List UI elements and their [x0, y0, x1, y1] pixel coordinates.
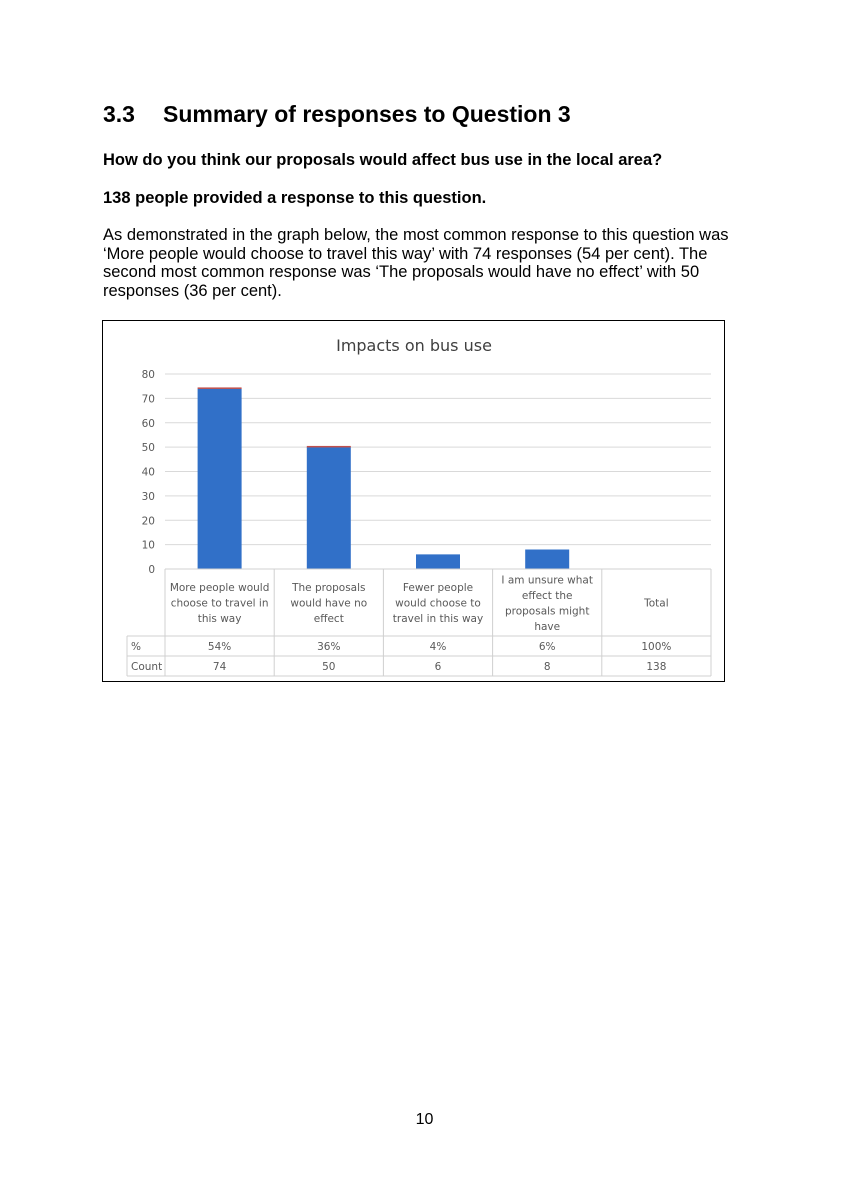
bar-cap [198, 387, 242, 389]
data-table [127, 569, 711, 676]
category-label-line: The proposals [292, 582, 366, 594]
bar [416, 554, 460, 569]
category-label-line: Total [644, 597, 669, 610]
section-number: 3.3 [103, 101, 135, 127]
bar-chart [103, 321, 724, 681]
response-count-text: 138 people provided a response to this question. [103, 189, 487, 207]
category-label-line: effect [313, 613, 344, 625]
summary-paragraph: As demonstrated in the graph below, the most common response to this question was ‘More people would choose to travel this way’ with 74 responses (54 per cent). The second most common response was ‘The proposals would have no effect’ with 50 responses (36 per cent). [103, 226, 729, 300]
y-tick-label: 30 [141, 490, 155, 503]
table-cell: 74 [212, 661, 227, 673]
category-label-line: travel in this way [392, 613, 484, 625]
category-label-line: I am unsure what [501, 574, 593, 587]
y-tick-label: 40 [141, 466, 155, 479]
category-label-line: this way [197, 613, 242, 625]
bar [198, 389, 242, 569]
y-tick-label: 50 [141, 442, 155, 455]
category-label [170, 582, 270, 625]
category-label-line: have [534, 620, 561, 633]
table-cell: 36% [317, 641, 341, 653]
category-label-line: proposals might [504, 605, 590, 618]
category-label-line: would have no [290, 597, 368, 610]
table-cell: 6 [434, 661, 442, 673]
table-row-label: % [131, 641, 141, 653]
bars [198, 387, 570, 569]
category-label [290, 582, 367, 625]
bar-chart-frame [102, 320, 725, 682]
gridlines [165, 374, 711, 569]
chart-title: Impacts on bus use [336, 336, 492, 355]
category-label-line: effect the [521, 589, 573, 602]
bar-cap [307, 446, 351, 448]
category-label [393, 582, 483, 625]
table-cell: 138 [646, 661, 667, 673]
y-tick-label: 10 [141, 539, 155, 552]
table-cell: 8 [543, 661, 551, 673]
section-heading [103, 101, 571, 128]
y-axis-ticks [142, 369, 155, 576]
table-cell: 100% [641, 641, 672, 653]
category-label-line: More people would [169, 582, 270, 594]
category-label-line: choose to travel in [170, 597, 269, 610]
table-cell: 6% [538, 641, 556, 653]
category-label-line: Fewer people [402, 582, 474, 594]
category-label-line: would choose to [395, 597, 481, 610]
bar [307, 447, 351, 569]
table-cell: 4% [429, 641, 447, 653]
y-tick-label: 70 [141, 393, 155, 406]
y-tick-label: 80 [141, 369, 155, 381]
table-cell: 54% [207, 641, 232, 653]
question-text: How do you think our proposals would affect bus use in the local area? [103, 151, 663, 169]
y-tick-label: 20 [141, 515, 155, 528]
page-number: 10 [415, 1111, 434, 1128]
bar [525, 550, 569, 570]
category-label [501, 574, 593, 633]
section-title: Summary of responses to Question 3 [163, 101, 571, 127]
table-cell: 50 [322, 661, 336, 673]
category-label [643, 598, 669, 610]
y-tick-label: 0 [148, 564, 155, 576]
y-tick-label: 60 [141, 417, 155, 430]
table-row-label: Count [131, 661, 163, 673]
